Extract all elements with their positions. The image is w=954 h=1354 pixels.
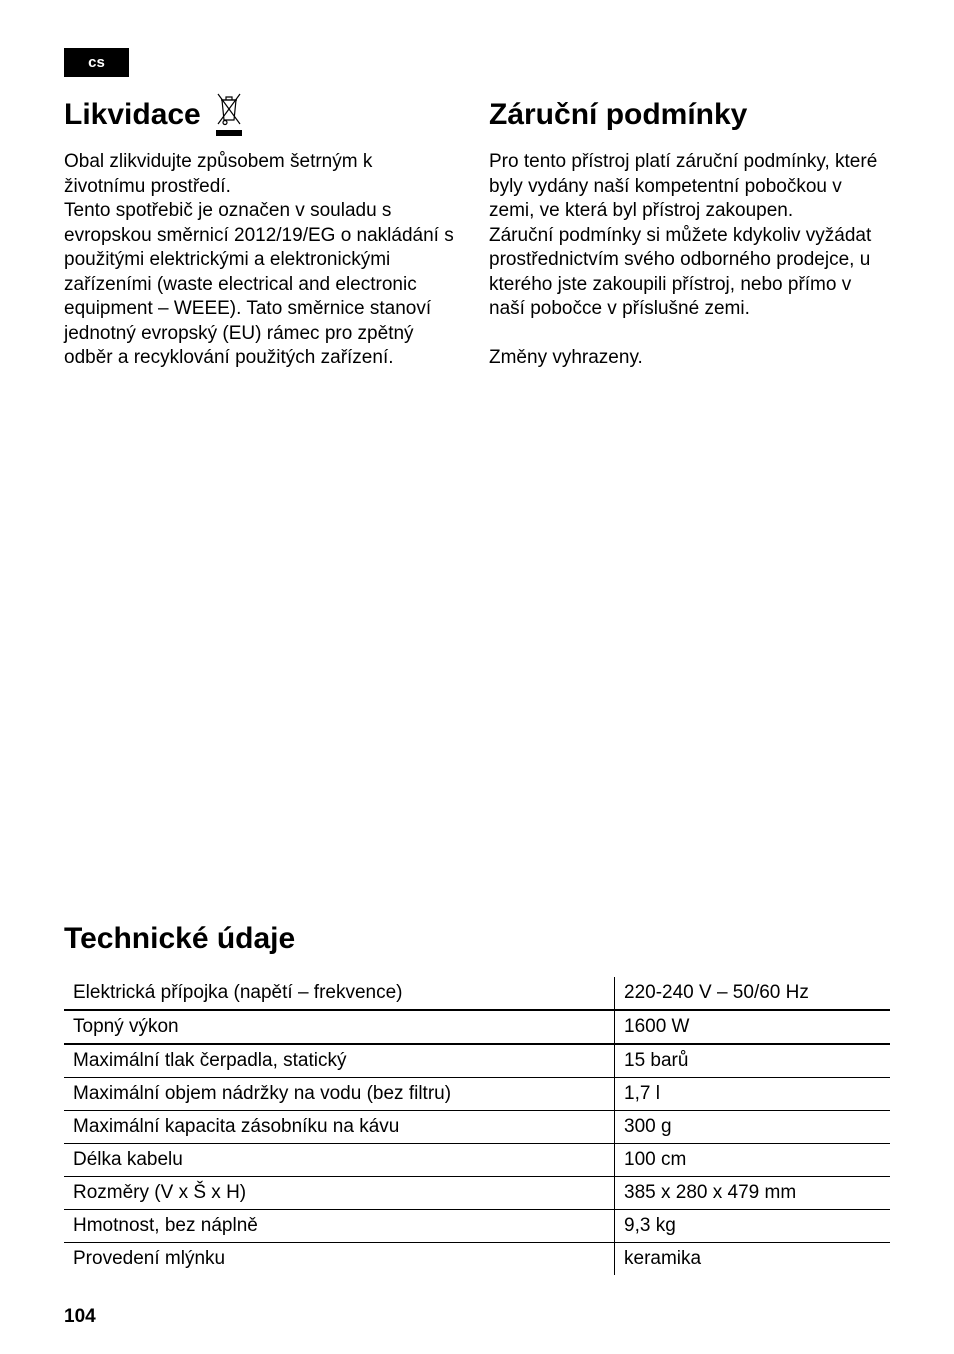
disposal-section	[64, 90, 454, 371]
spec-value: keramika	[624, 1248, 702, 1269]
spec-label: Rozměry (V x Š x H)	[64, 1177, 615, 1210]
table-row	[64, 1111, 890, 1144]
warranty-paragraph-1: Pro tento přístroj platí záruční podmínky, které byly vydány naší kompetentní pobočkou v zemi, ve která byl přístroj zakoupen.	[489, 151, 878, 221]
spec-value: 15 barů	[615, 1044, 891, 1078]
spec-label: Hmotnost, bez náplně	[64, 1210, 615, 1243]
spec-label: Maximální tlak čerpadla, statický	[64, 1044, 615, 1078]
page-number: 104	[64, 1306, 96, 1327]
table-row	[64, 977, 890, 1010]
spec-value: 9,3 kg	[615, 1210, 891, 1243]
spec-label: Délka kabelu	[64, 1144, 615, 1177]
spec-label: Maximální objem nádržky na vodu (bez filtru)	[64, 1078, 615, 1111]
disposal-paragraph-1: Obal zlikvidujte způsobem šetrným k životnímu prostředí.	[64, 151, 373, 197]
crossed-out-wheelie-bin-icon	[213, 90, 245, 140]
table-row	[64, 1078, 890, 1111]
table-row	[64, 1010, 890, 1044]
disposal-heading	[64, 90, 454, 140]
warranty-paragraph-2: Záruční podmínky si můžete kdykoliv vyžádat prostřednictvím svého odborného prodejce, u kterého jste zakoupili přístroj, nebo přímo v naší pobočce v příslušné zemi.	[489, 224, 872, 319]
warranty-note: Změny vyhrazeny.	[489, 347, 643, 368]
technical-specs-table	[64, 977, 890, 1275]
table-row	[64, 1210, 890, 1243]
spec-value: 100 cm	[615, 1144, 891, 1177]
language-badge: cs	[64, 48, 129, 77]
disposal-title: Likvidace	[64, 98, 201, 131]
table-row	[64, 1144, 890, 1177]
spec-label: Maximální kapacita zásobníku na kávu	[64, 1111, 615, 1144]
warranty-section	[489, 90, 889, 371]
disposal-text	[64, 150, 454, 371]
spec-value: 220-240 V – 50/60 Hz	[615, 977, 891, 1010]
spec-value: 1,7 l	[615, 1078, 891, 1111]
spec-value: 300 g	[615, 1111, 891, 1144]
table-row	[64, 1177, 890, 1210]
table-row	[64, 1044, 890, 1078]
spec-value: 1600 W	[615, 1010, 891, 1044]
table-row	[64, 1243, 890, 1276]
technical-title: Technické údaje	[64, 922, 296, 955]
warranty-title: Záruční podmínky	[489, 98, 748, 131]
spec-label: Elektrická přípojka (napětí – frekvence)	[64, 977, 615, 1010]
warranty-text	[489, 150, 889, 371]
spec-label: Provedení mlýnku	[64, 1243, 615, 1276]
disposal-paragraph-2: Tento spotřebič je označen v souladu s evropskou směrnicí 2012/19/EG o nakládání s použitými elektrickými a elektronickými zařízeními (waste electrical and electronic equipment – WEEE). Tato směrnice stanoví jednotný evropský (EU) rámec pro zpětný odběr a recyklování použitých zařízení.	[64, 200, 454, 368]
spec-value: 385 x 280 x 479 mm	[615, 1177, 891, 1210]
spec-label: Topný výkon	[64, 1010, 615, 1044]
